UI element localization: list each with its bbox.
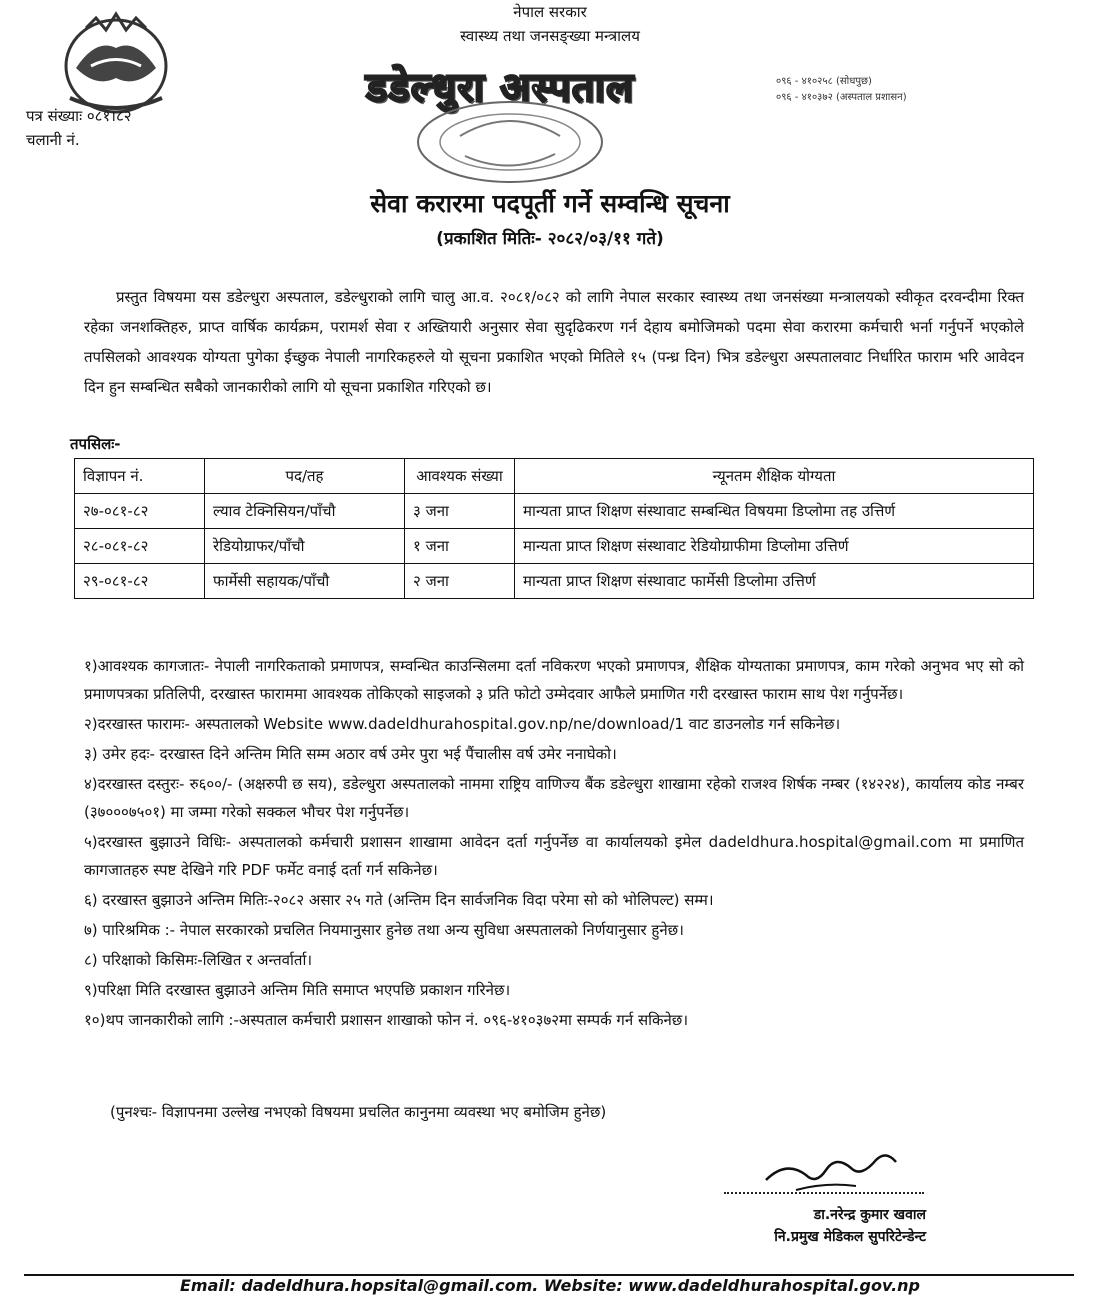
qualification: मान्यता प्राप्त शिक्षण संस्थावाट रेडियोग्राफीमा डिप्लोमा उत्तिर्ण	[515, 529, 1034, 564]
list-item: ८) परिक्षाको किसिमः-लिखित र अन्तर्वार्ता।	[84, 951, 313, 969]
footer-contact: Email: dadeldhura.hopsital@gmail.com. Website: www.dadeldhurahospital.gov.np	[179, 1276, 921, 1295]
list-item: ९)परिक्षा मिति दरखास्त बुझाउने अन्तिम मिति समाप्त भएपछि प्रकाशन गरिनेछ।	[84, 981, 511, 999]
table-row	[75, 529, 1034, 564]
published-date: (प्रकाशित मितिः- २०८२/०३/११ गते)	[436, 229, 664, 249]
notice-title: सेवा करारमा पदपूर्ती गर्ने सम्वन्धि सूचना	[370, 189, 730, 218]
list-item: १०)थप जानकारीको लागि :-अस्पताल कर्मचारी प्रशासन शाखाको फोन नं. ०९६-४१०३७२मा सम्पर्क गर्न सकिनेछ।	[84, 1011, 689, 1029]
signature-line	[724, 1192, 924, 1194]
phone-inquiry: ०९६ - ४१०२५८ (सोधपुछ)	[776, 76, 872, 87]
list-item: ६) दरखास्त बुझाउने अन्तिम मितिः-२०८२ असार २५ गते (अन्तिम दिन सार्वजनिक विदा परेमा सो को भोलिपल्ट) सम्म।	[84, 891, 714, 909]
intro-paragraph: प्रस्तुत विषयमा यस डडेल्धुरा अस्पताल, डडेल्धुराको लागि चालु आ.व. २०८१/०८२ को लागि नेपाल सरकार स्वास्थ्य तथा जनसंख्या मन्त्रालयको स्वीकृत दरवन्दीमा रिक्त रहेका जनशक्तिहरु, प्राप्त वार्षिक कार्यक्रम, परामर्श सेवा र अख्तियारी अनुसार सेवा सुदृढिकरण गर्न देहाय बमोजिमको पदमा सेवा करारमा कर्मचारी भर्ना गर्नुपर्ने भएकोले तपसिलको आवश्यक योग्यता पुगेका ईच्छुक नेपाली नागरिकहरुले यो सूचना प्रकाशित भएको मितिले १५ (पन्ध्र दिन) भित्र डडेल्धुरा अस्पतालवाट निर्धारित फाराम भरि आवेदन दिन हुन सम्बन्धित सबैको जानकारीको लागि यो सूचना प्रकाशित गरिएको छ।	[84, 288, 1024, 396]
vacancy-table	[74, 458, 1034, 599]
nepal-emblem-icon	[56, 8, 176, 118]
post-level: ल्याव टेक्निसियन/पाँचौ	[205, 494, 405, 529]
letter-number: पत्र संख्याः ०८१।८२	[26, 107, 132, 125]
signer-title: नि.प्रमुख मेडिकल सुपरिटेन्डेन्ट	[774, 1229, 926, 1245]
government-name: नेपाल सरकार	[513, 3, 587, 21]
details-label: तपसिलः-	[70, 435, 121, 453]
ad-number: २७-०८१-८२	[75, 494, 205, 529]
qualification: मान्यता प्राप्त शिक्षण संस्थावाट सम्बन्धित विषयमा डिप्लोमा तह उत्तिर्ण	[515, 494, 1034, 529]
header-qualification: न्यूनतम शैक्षिक योग्यता	[515, 459, 1034, 494]
header-ad-number: विज्ञापन नं.	[75, 459, 205, 494]
list-item: ३) उमेर हदः- दरखास्त दिने अन्तिम मिति सम्म अठार वर्ष उमेर पुरा भई पैंचालीस वर्ष उमेर ननाघेको।	[84, 745, 617, 763]
ad-number: २८-०८१-८२	[75, 529, 205, 564]
qualification: मान्यता प्राप्त शिक्षण संस्थावाट फार्मेसी डिप्लोमा उत्तिर्ण	[515, 564, 1034, 599]
ministry-name: स्वास्थ्य तथा जनसङ्ख्या मन्त्रालय	[460, 27, 640, 45]
list-item: १)आवश्यक कागजातः- नेपाली नागरिकताको प्रमाणपत्र, सम्वन्धित काउन्सिलमा दर्ता नविकरण भएको प्रमाणपत्र, शैक्षिक योग्यताका प्रमाणपत्र, काम गरेको अनुभव भए सो को प्रमाणपत्रका प्रतिलिपी, दरखास्त फाराममा आवश्यक तोकिएको साइजको ३ प्रति फोटो उम्मेदवार आफैले प्रमाणित गरी दरखास्त फाराम साथ पेश गर्नुपर्नेछ।	[84, 657, 1024, 703]
hospital-name: डडेल्धुरा अस्पताल	[365, 65, 635, 111]
table-row	[75, 564, 1034, 599]
post-level: फार्मेसी सहायक/पाँचौ	[205, 564, 405, 599]
reference-block	[26, 104, 132, 152]
phone-numbers	[776, 74, 907, 106]
list-item: २)दरखास्त फारामः- अस्पतालको Website www.dadeldhurahospital.gov.np/ne/download/1 वाट डाउनलोड गर्न सकिनेछ।	[84, 715, 841, 733]
office-stamp-icon	[410, 96, 610, 188]
signer-name: डा.नरेन्द्र कुमार खवाल	[813, 1207, 926, 1223]
required-count: १ जना	[405, 529, 515, 564]
list-item: ४)दरखास्त दस्तुरः- रु६००/- (अक्षरुपी छ सय), डडेल्धुरा अस्पतालको नाममा राष्ट्रिय वाणिज्य बैंक डडेल्धुरा शाखामा रहेको राजश्व शिर्षक नम्बर (१४२२४), कार्यालय कोड नम्बर (३७०००७५०१) मा जम्मा गरेको सक्कल भौचर पेश गर्नुपर्नेछ।	[84, 775, 1024, 821]
header-post-level: पद/तह	[205, 459, 405, 494]
required-count: २ जना	[405, 564, 515, 599]
table-row	[75, 494, 1034, 529]
header-required-count: आवश्यक संख्या	[405, 459, 515, 494]
conditions-list	[84, 652, 1024, 1036]
phone-admin: ०९६ - ४१०३७२ (अस्पताल प्रशासन)	[776, 92, 907, 103]
list-item: ५)दरखास्त बुझाउने विधिः- अस्पतालको कर्मचारी प्रशासन शाखामा आवेदन दर्ता गर्नुपर्नेछ वा कार्यालयको इमेल dadeldhura.hospital@gmail.com मा प्रमाणित कागजातहरु स्पष्ट देखिने गरि PDF फर्मेट वनाई दर्ता गर्न सकिनेछ।	[84, 833, 1024, 879]
required-count: ३ जना	[405, 494, 515, 529]
post-level: रेडियोग्राफर/पाँचौ	[205, 529, 405, 564]
signature-icon	[756, 1140, 906, 1200]
footnote: (पुनश्चः- विज्ञापनमा उल्लेख नभएको विषयमा प्रचलित कानुनमा व्यवस्था भए बमोजिम हुनेछ)	[110, 1103, 607, 1121]
dispatch-number: चलानी नं.	[26, 131, 80, 149]
table-header-row	[75, 459, 1034, 494]
signer-block	[730, 1204, 926, 1248]
list-item: ७) पारिश्रमिक :- नेपाल सरकारको प्रचलित नियमानुसार हुनेछ तथा अन्य सुविधा अस्पतालको निर्णयानुसार हुनेछ।	[84, 921, 684, 939]
ad-number: २९-०८१-८२	[75, 564, 205, 599]
